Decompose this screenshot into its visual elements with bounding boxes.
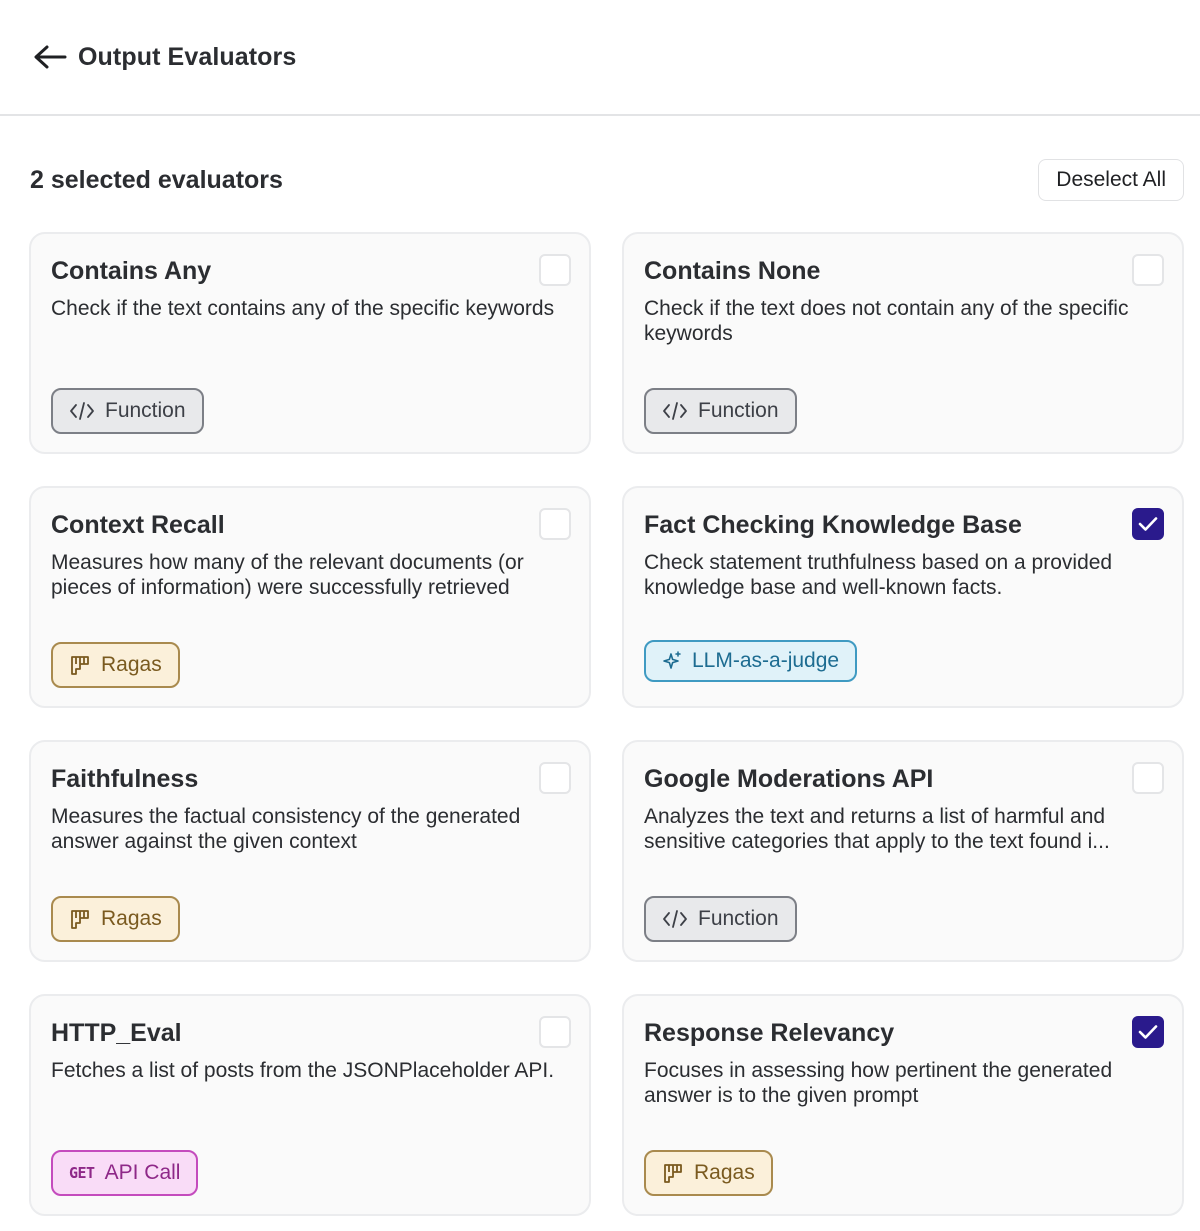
check-icon [1138, 516, 1158, 532]
evaluator-card[interactable] [29, 232, 591, 454]
back-button[interactable] [32, 39, 68, 75]
evaluator-description: Check if the text contains any of the specific keywords [51, 297, 555, 320]
tag-label: API Call [104, 1161, 181, 1184]
arrow-left-icon [33, 44, 67, 70]
evaluator-title: Response Relevancy [644, 1019, 895, 1047]
evaluator-tag [644, 388, 797, 434]
evaluator-card[interactable] [622, 994, 1184, 1216]
evaluator-card[interactable] [622, 486, 1184, 708]
tag-label: Function [105, 399, 186, 422]
evaluator-tag [51, 642, 180, 688]
tag-label: Ragas [101, 653, 162, 676]
evaluator-tag [51, 1150, 198, 1196]
evaluator-card[interactable] [29, 740, 591, 962]
evaluator-description: Focuses in assessing how pertinent the generated answer is to the given prompt [644, 1059, 1113, 1107]
page-title: Output Evaluators [78, 42, 297, 71]
check-icon [1138, 1024, 1158, 1040]
code-icon [69, 401, 95, 421]
evaluator-tag [51, 388, 204, 434]
evaluator-card[interactable] [622, 232, 1184, 454]
evaluator-title: HTTP_Eval [51, 1019, 182, 1047]
evaluator-description: Analyzes the text and returns a list of harmful and sensitive categories that apply to the text found i... [644, 805, 1110, 853]
evaluator-tag [51, 896, 180, 942]
evaluator-card[interactable] [29, 994, 591, 1216]
ragas-icon [662, 1162, 684, 1184]
evaluator-tag [644, 640, 857, 682]
tag-label: Ragas [101, 907, 162, 930]
ragas-icon [69, 908, 91, 930]
evaluator-description: Check if the text does not contain any of the specific keywords [644, 297, 1129, 345]
evaluator-checkbox[interactable] [1132, 254, 1164, 286]
page-header [0, 0, 1200, 116]
evaluator-title: Contains Any [51, 257, 212, 285]
evaluator-checkbox[interactable] [1132, 508, 1164, 540]
evaluator-card[interactable] [29, 486, 591, 708]
code-icon [662, 401, 688, 421]
evaluator-card[interactable] [622, 740, 1184, 962]
evaluator-description: Check statement truthfulness based on a provided knowledge base and well-known facts. [644, 551, 1113, 599]
deselect-all-button[interactable]: Deselect All [1038, 159, 1184, 201]
evaluator-title: Context Recall [51, 511, 225, 539]
get-icon: GET [69, 1164, 95, 1182]
evaluator-checkbox[interactable] [1132, 1016, 1164, 1048]
evaluator-checkbox[interactable] [1132, 762, 1164, 794]
evaluator-title: Faithfulness [51, 765, 199, 793]
evaluator-checkbox[interactable] [539, 762, 571, 794]
tag-label: LLM-as-a-judge [692, 649, 840, 672]
evaluator-tag [644, 1150, 773, 1196]
tag-label: Ragas [694, 1161, 755, 1184]
evaluator-title: Google Moderations API [644, 765, 934, 793]
tag-label: Function [698, 399, 779, 422]
code-icon [662, 909, 688, 929]
evaluator-grid [29, 232, 1184, 1216]
selected-count: 2 selected evaluators [30, 165, 283, 194]
evaluator-checkbox[interactable] [539, 1016, 571, 1048]
evaluator-checkbox[interactable] [539, 254, 571, 286]
evaluator-title: Fact Checking Knowledge Base [644, 511, 1022, 539]
evaluator-description: Measures how many of the relevant documents (or pieces of information) were successfully retrieved [51, 551, 524, 599]
selection-toolbar [30, 158, 1184, 202]
evaluator-description: Measures the factual consistency of the generated answer against the given context [51, 805, 521, 853]
tag-label: Function [698, 907, 779, 930]
evaluator-description: Fetches a list of posts from the JSONPlaceholder API. [51, 1059, 555, 1082]
evaluator-tag [644, 896, 797, 942]
ragas-icon [69, 654, 91, 676]
sparkle-icon [662, 651, 682, 671]
evaluator-checkbox[interactable] [539, 508, 571, 540]
evaluator-title: Contains None [644, 257, 821, 285]
